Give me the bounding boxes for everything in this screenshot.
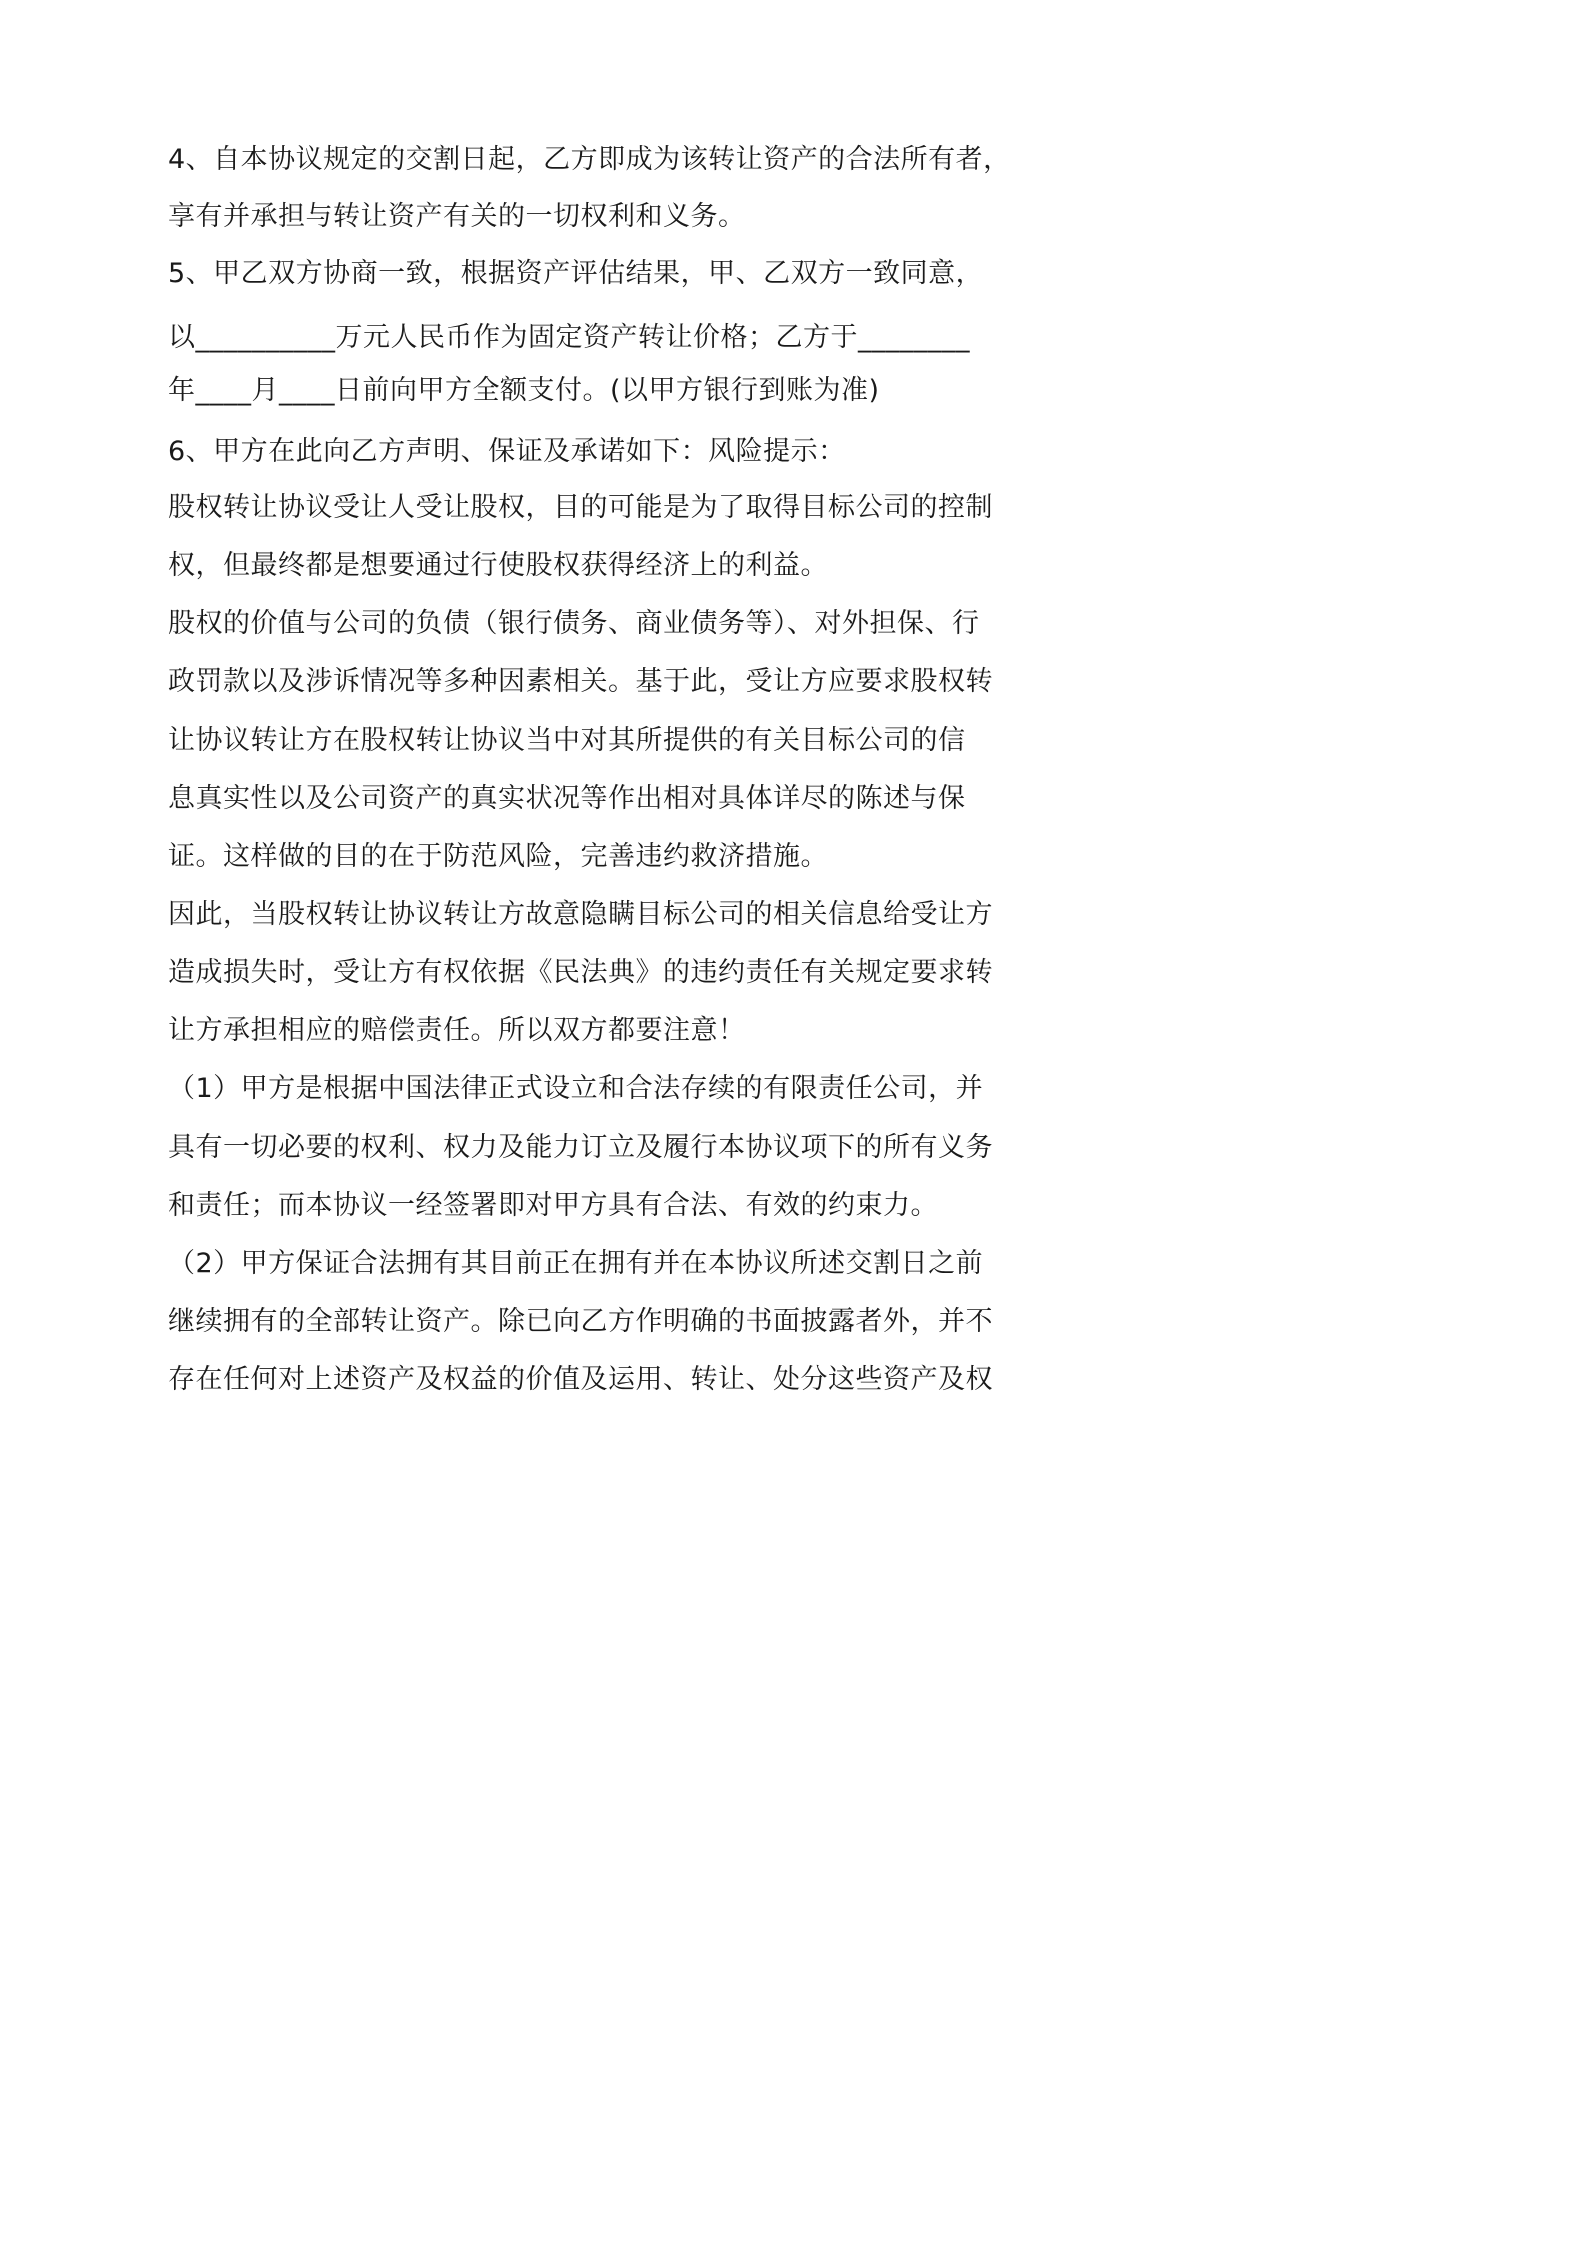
clause-4-line-2: 享有并承担与转让资产有关的一切权利和义务。 bbox=[168, 201, 746, 232]
clause-5-line-3: 年____月____日前向甲方全额支付。(以甲方银行到账为准) bbox=[168, 375, 880, 406]
document-page bbox=[0, 0, 1102, 1559]
clause-6-line-1: 6、甲方在此向乙方声明、保证及承诺如下：风险提示： bbox=[168, 436, 846, 467]
risk-note-line-10: 让方承担相应的赔偿责任。所以双方都要注意！ bbox=[168, 1015, 746, 1046]
clause-5-line-2: 以__________万元人民币作为固定资产转让价格；乙方于________ bbox=[168, 322, 970, 353]
item-1-line-1: （1）甲方是根据中国法律正式设立和合法存续的有限责任公司，并 bbox=[168, 1073, 984, 1104]
item-2-line-3: 存在任何对上述资产及权益的价值及运用、转让、处分这些资产及权 bbox=[168, 1364, 993, 1395]
clause-4-line-1: 4、自本协议规定的交割日起，乙方即成为该转让资产的合法所有者， bbox=[168, 144, 1011, 175]
risk-note-line-4: 政罚款以及涉诉情况等多种因素相关。基于此，受让方应要求股权转 bbox=[168, 666, 993, 697]
risk-note-line-1: 股权转让协议受让人受让股权，目的可能是为了取得目标公司的控制 bbox=[168, 492, 993, 523]
risk-note-line-8: 因此，当股权转让协议转让方故意隐瞒目标公司的相关信息给受让方 bbox=[168, 899, 993, 930]
risk-note-line-3: 股权的价值与公司的负债（银行债务、商业债务等）、对外担保、行 bbox=[168, 608, 980, 639]
risk-note-line-5: 让协议转让方在股权转让协议当中对其所提供的有关目标公司的信 bbox=[168, 725, 966, 756]
risk-note-line-7: 证。这样做的目的在于防范风险，完善违约救济措施。 bbox=[168, 841, 828, 872]
item-2-line-2: 继续拥有的全部转让资产。除已向乙方作明确的书面披露者外，并不 bbox=[168, 1306, 993, 1337]
item-2-line-1: （2）甲方保证合法拥有其目前正在拥有并在本协议所述交割日之前 bbox=[168, 1248, 984, 1279]
item-1-line-2: 具有一切必要的权利、权力及能力订立及履行本协议项下的所有义务 bbox=[168, 1132, 993, 1163]
clause-5-line-1: 5、甲乙双方协商一致，根据资产评估结果，甲、乙双方一致同意， bbox=[168, 258, 984, 289]
risk-note-line-9: 造成损失时，受让方有权依据《民法典》的违约责任有关规定要求转 bbox=[168, 957, 993, 988]
item-1-line-3: 和责任；而本协议一经签署即对甲方具有合法、有效的约束力。 bbox=[168, 1190, 938, 1221]
risk-note-line-2: 权，但最终都是想要通过行使股权获得经济上的利益。 bbox=[168, 550, 828, 581]
risk-note-line-6: 息真实性以及公司资产的真实状况等作出相对具体详尽的陈述与保 bbox=[168, 783, 966, 814]
